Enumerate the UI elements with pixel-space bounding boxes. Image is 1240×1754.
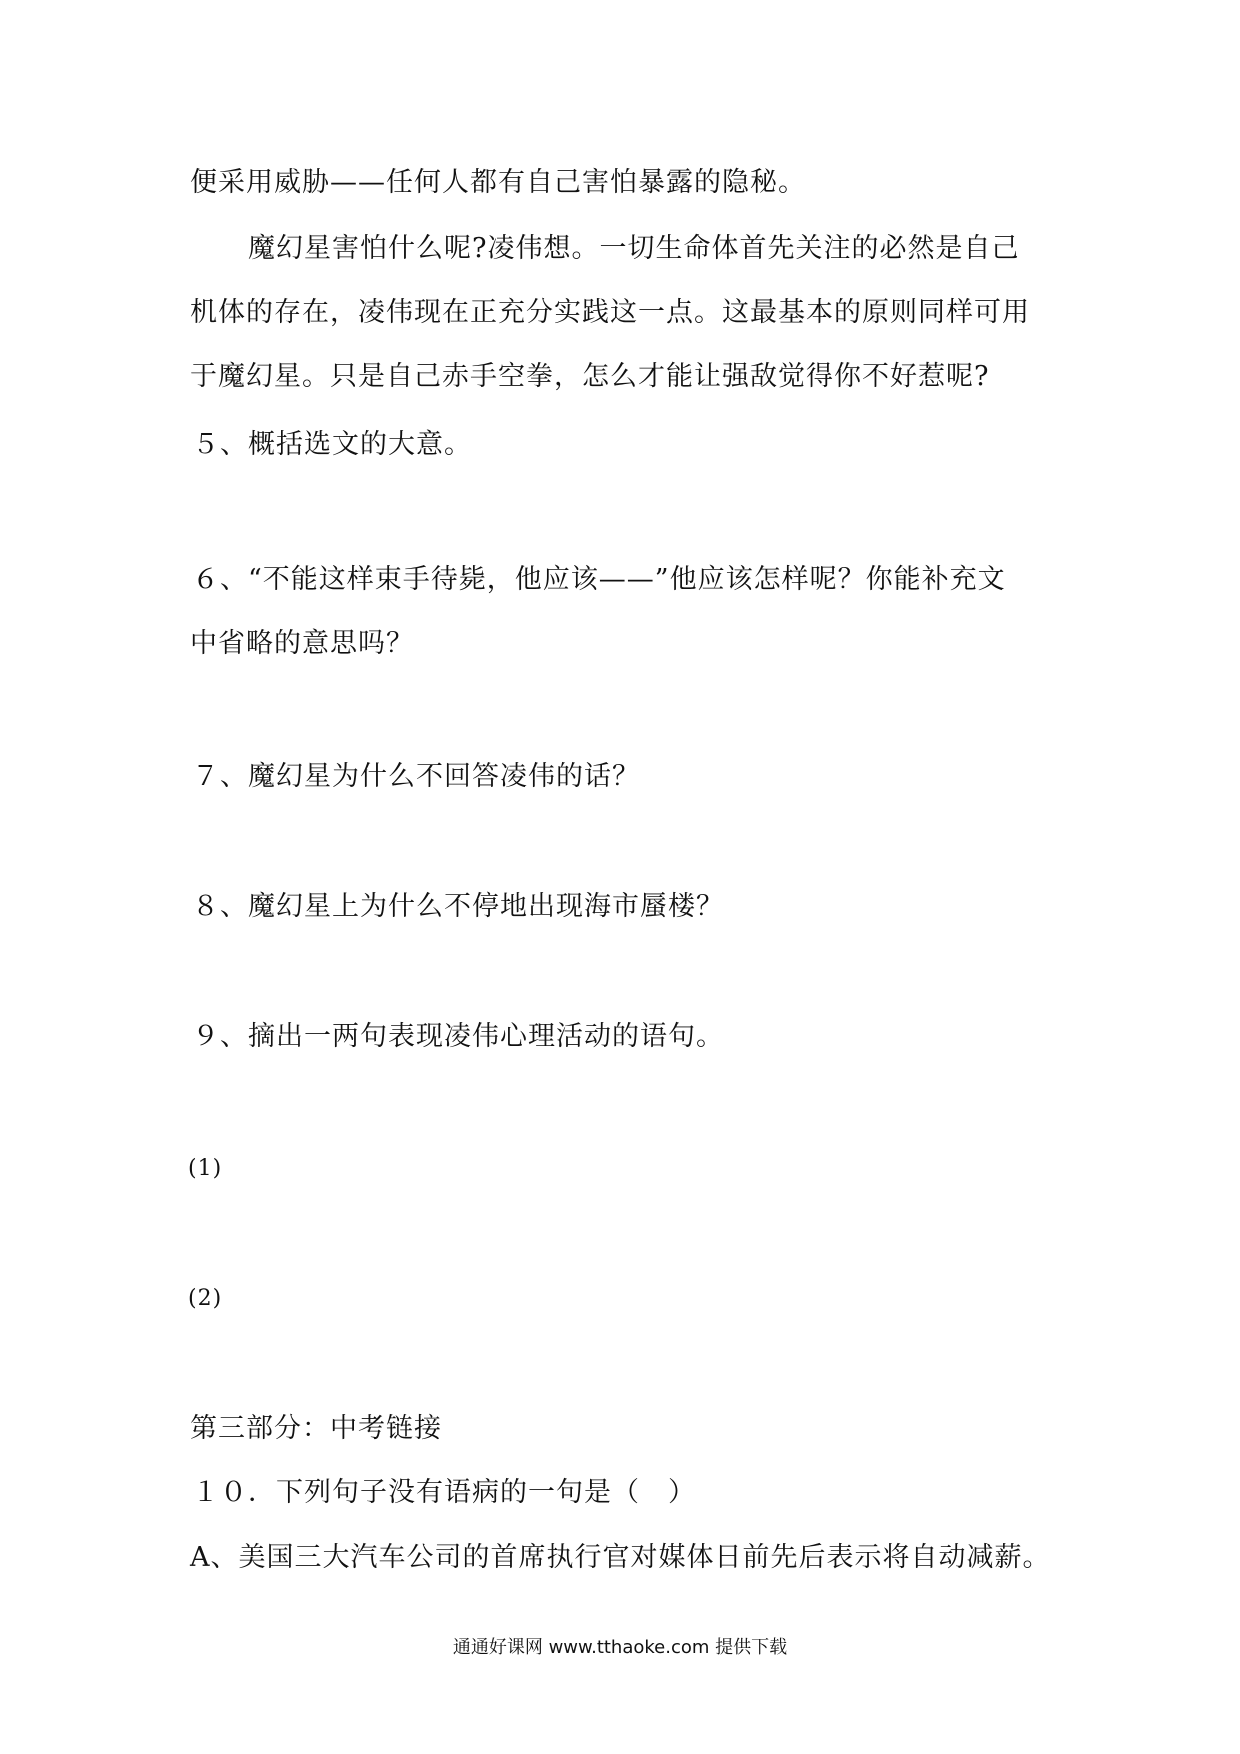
question-8: ８、魔幻星上为什么不停地出现海市蜃楼？ [192,891,724,922]
paragraph-line: 机体的存在，凌伟现在正充分实践这一点。这最基本的原则同样可用 [190,297,1030,328]
paragraph-line: 于魔幻星。只是自己赤手空拳，怎么才能让强敌觉得你不好惹呢? [190,361,990,392]
paragraph-line: 便采用威胁——任何人都有自己害怕暴露的隐秘。 [190,167,806,198]
page-footer: 通通好课网 www.tthaoke.com 提供下载 [452,1637,788,1658]
question-7: ７、魔幻星为什么不回答凌伟的话？ [192,761,640,792]
question-6-line-1: ６、“不能这样束手待毙，他应该——”他应该怎样呢？你能补充文 [192,564,1006,595]
paragraph-line: 魔幻星害怕什么呢?凌伟想。一切生命体首先关注的必然是自己 [248,233,1020,264]
question-5: ５、概括选文的大意。 [192,429,472,460]
question-9: ９、摘出一两句表现凌伟心理活动的语句。 [192,1021,724,1052]
section-title: 第三部分：中考链接 [190,1413,442,1444]
answer-slot-1: (1) [188,1156,223,1181]
option-a: A、美国三大汽车公司的首席执行官对媒体日前先后表示将自动减薪。 [190,1542,1051,1573]
question-10: １０．下列句子没有语病的一句是（ ） [192,1477,696,1508]
answer-slot-2: (2) [188,1286,223,1311]
question-6-line-2: 中省略的意思吗？ [190,628,414,659]
